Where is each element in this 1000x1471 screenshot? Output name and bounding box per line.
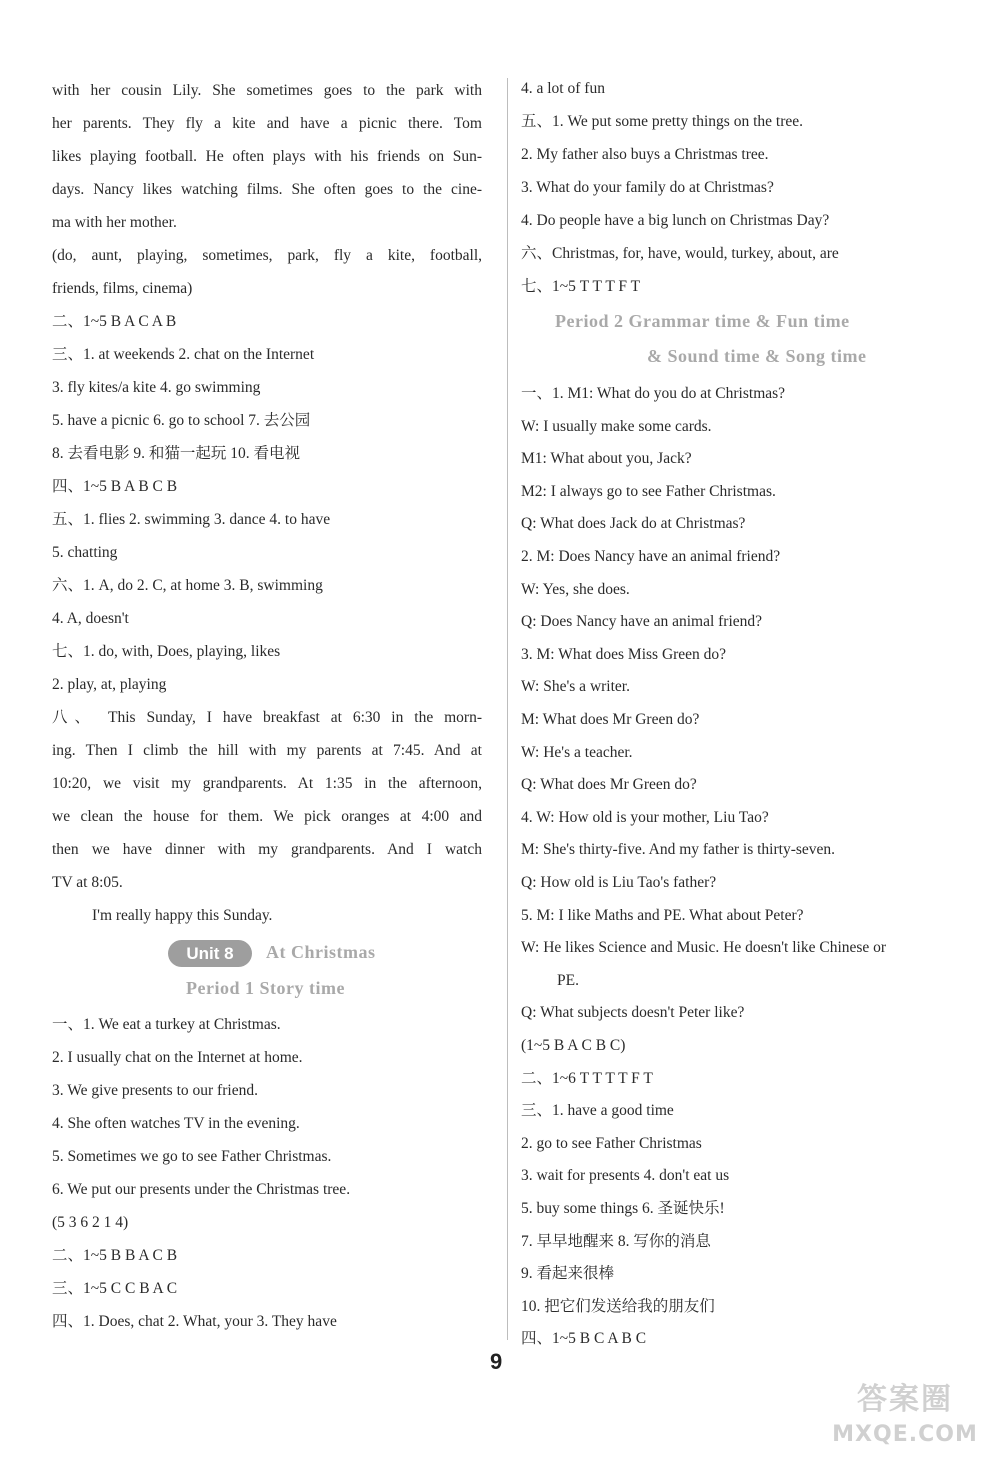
answer-line: then we have dinner with my grandparents. And I watch [52, 841, 482, 858]
answer-line: friends, films, cinema) [52, 280, 193, 297]
answer-line: 8. 去看电影 9. 和猫一起玩 10. 看电视 [52, 445, 301, 462]
answer-line: 2. play, at, playing [52, 676, 167, 693]
answer-line: 5. chatting [52, 544, 118, 561]
answer-line: her parents. They fly a kite and have a picnic there. Tom [52, 115, 482, 132]
answer-line: PE. [557, 971, 579, 989]
answer-line: I'm really happy this Sunday. [92, 907, 273, 924]
answer-line: 一、1. M1: What do you do at Christmas? [521, 385, 786, 402]
answer-line: Q: What does Mr Green do? [521, 776, 697, 794]
answer-line: M: She's thirty-five. And my father is thirty-seven. [521, 841, 836, 859]
answer-line: 4. a lot of fun [521, 80, 605, 97]
answer-line: ing. Then I climb the hill with my parents at 7:45. And at [52, 742, 482, 759]
answer-line: (5 3 6 2 1 4) [52, 1214, 129, 1231]
answer-line: ma with her mother. [52, 214, 177, 231]
answer-line: 5. have a picnic 6. go to school 7. 去公园 [52, 412, 311, 429]
unit-badge: Unit 8 [168, 940, 252, 967]
answer-line: 3. M: What does Miss Green do? [521, 645, 727, 663]
answer-line: we clean the house for them. We pick oranges at 4:00 and [52, 808, 482, 825]
answer-line: 10:20, we visit my grandparents. At 1:35 in the afternoon, [52, 775, 482, 792]
answer-line: 10. 把它们发送给我的朋友们 [521, 1297, 715, 1315]
period-heading: Period 1 Story time [186, 978, 345, 998]
answer-line: 七、1~5 T T T F T [521, 278, 641, 295]
answer-line: with her cousin Lily. She sometimes goes to the park with [52, 82, 482, 99]
answer-line: 六、Christmas, for, have, would, turkey, about, are [521, 245, 839, 262]
answer-line: (1~5 B A C B C) [521, 1037, 626, 1054]
answer-line: M: What does Mr Green do? [521, 711, 700, 728]
answer-line: 9. 看起来很棒 [521, 1265, 615, 1283]
answer-line: 5. buy some things 6. 圣诞快乐! [521, 1200, 725, 1217]
answer-line: 4. Do people have a big lunch on Christmas Day? [521, 212, 830, 229]
answer-line: 3. We give presents to our friend. [52, 1082, 258, 1099]
answer-line: 2. My father also buys a Christmas tree. [521, 146, 769, 163]
answer-line: 三、1~5 C C B A C [52, 1280, 178, 1297]
answer-line: TV at 8:05. [52, 874, 123, 891]
answer-line: 四、1~5 B A B C B [52, 478, 178, 495]
answer-line: 七、1. do, with, Does, playing, likes [52, 643, 281, 660]
answer-line: Q: What subjects doesn't Peter like? [521, 1004, 745, 1022]
answer-line: 3. fly kites/a kite 4. go swimming [52, 379, 261, 396]
answer-line: 三、1. have a good time [521, 1102, 674, 1120]
answer-line: 四、1~5 B C A B C [521, 1330, 647, 1348]
answer-line: W: I usually make some cards. [521, 417, 712, 435]
answer-line: Q: What does Jack do at Christmas? [521, 515, 746, 533]
answer-line: 五、1. flies 2. swimming 3. dance 4. to have [52, 511, 331, 528]
answer-line: M1: What about you, Jack? [521, 450, 692, 468]
answer-line: 3. wait for presents 4. don't eat us [521, 1167, 730, 1185]
page-number: 9 [490, 1349, 503, 1374]
answer-line: W: He likes Science and Music. He doesn't like Chinese or [521, 939, 887, 957]
answer-line: W: She's a writer. [521, 678, 630, 696]
answer-line: 3. What do your family do at Christmas? [521, 179, 774, 196]
answer-line: 4. W: How old is your mother, Liu Tao? [521, 808, 769, 826]
answer-line: 5. Sometimes we go to see Father Christmas. [52, 1148, 332, 1165]
answer-line: Q: Does Nancy have an animal friend? [521, 613, 763, 631]
answer-line: 4. A, doesn't [52, 610, 129, 627]
period-heading: Period 2 Grammar time & Fun time [555, 311, 850, 331]
answer-line: 6. We put our presents under the Christmas tree. [52, 1181, 351, 1198]
answer-line: 八、 This Sunday, I have breakfast at 6:30 in the morn- [52, 709, 482, 726]
answer-line: 二、1~5 B B A C B [52, 1247, 178, 1264]
answer-line: 二、1~5 B A C A B [52, 313, 177, 330]
answer-line: 四、1. Does, chat 2. What, your 3. They have [52, 1313, 337, 1330]
answer-line: 一、1. We eat a turkey at Christmas. [52, 1016, 281, 1033]
answer-line: 六、1. A, do 2. C, at home 3. B, swimming [52, 577, 323, 594]
answer-line: likes playing football. He often plays with his friends on Sun- [52, 148, 482, 165]
watermark [830, 1380, 980, 1460]
answer-line: 三、1. at weekends 2. chat on the Internet [52, 346, 315, 363]
watermark-url: MXQE.COM [832, 1422, 978, 1447]
period-heading-continued: & Sound time & Song time [647, 346, 867, 366]
answer-line: 7. 早早地醒来 8. 写你的消息 [521, 1232, 711, 1250]
answer-line: 五、1. We put some pretty things on the tree. [521, 113, 804, 130]
answer-line: 二、1~6 T T T T F T [521, 1069, 653, 1087]
watermark-logo-text: 答案圈 [857, 1382, 953, 1417]
answer-line: W: He's a teacher. [521, 743, 633, 761]
answer-line: 2. go to see Father Christmas [521, 1134, 702, 1152]
answer-line: 2. I usually chat on the Internet at home. [52, 1049, 303, 1066]
unit-title: At Christmas [266, 942, 376, 962]
answer-line: M2: I always go to see Father Christmas. [521, 482, 776, 500]
answer-line: (do, aunt, playing, sometimes, park, fly a kite, football, [52, 247, 482, 264]
answer-line: 5. M: I like Maths and PE. What about Peter? [521, 906, 804, 924]
answer-line: Q: How old is Liu Tao's father? [521, 874, 717, 891]
answer-line: days. Nancy likes watching films. She often goes to the cine- [52, 181, 482, 198]
answer-line: 2. M: Does Nancy have an animal friend? [521, 548, 781, 565]
answer-line: 4. She often watches TV in the evening. [52, 1115, 300, 1132]
column-divider [507, 78, 508, 1340]
answer-line: W: Yes, she does. [521, 580, 630, 598]
